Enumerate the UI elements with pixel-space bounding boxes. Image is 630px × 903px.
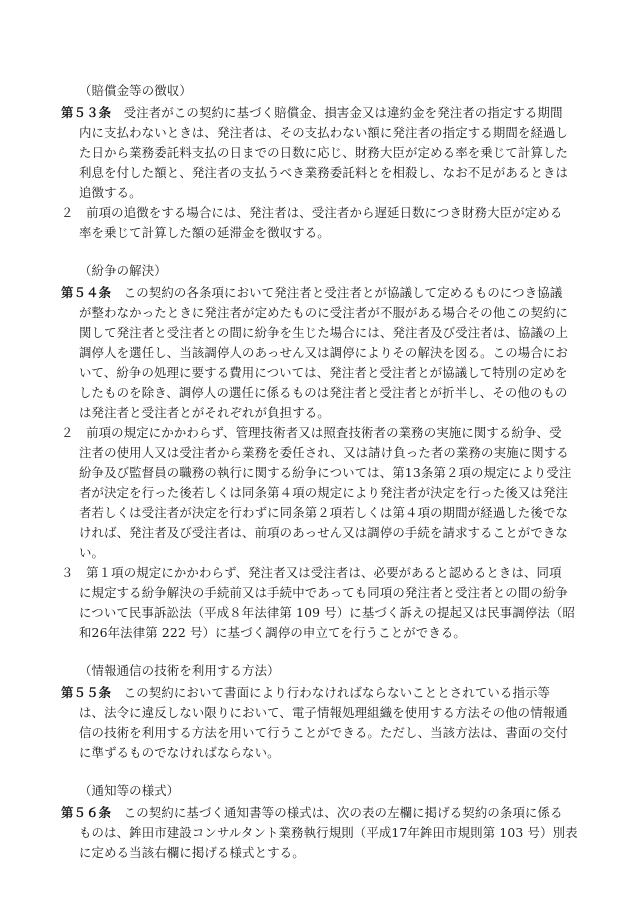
article-line: したものを除き、調停人の選任に係るものは発注者と受注者とが折半し、その他のもの	[79, 385, 568, 400]
section-heading: （通知等の様式）	[79, 783, 180, 798]
article-line: 追徴する。	[79, 185, 142, 200]
article-line: に準ずるものでなければならない。	[79, 745, 280, 760]
article-line: この契約に基づく通知書等の様式は、次の表の左欄に掲げる契約の条項に係る	[111, 805, 563, 820]
article-line: 信の技術を利用する方法を用いて行うことができる。ただし、当該方法は、書面の交付	[79, 725, 569, 740]
article-paragraph	[61, 205, 562, 220]
article-line: 利息を付した額と、発注者の支払うべき業務委託料とを相殺し、なお不足があるときは	[79, 165, 569, 180]
article-line: この契約の各条項において発注者と受注者とが協議して定めるものにつき協議	[111, 285, 563, 300]
article-line: 受注者がこの契約に基づく賠償金、損害金又は違約金を発注者の指定する期間	[111, 105, 563, 120]
section-heading: （情報通信の技術を利用する方法）	[79, 663, 280, 678]
article-line: 率を乗じて計算した額の延滞金を徴収する。	[79, 225, 330, 240]
article-number: 第５４条	[61, 285, 112, 300]
article-line: に定める当該右欄に掲げる様式とする。	[79, 845, 305, 860]
article-line: た日から業務委託料支払の日までの日数に応じ、財務大臣が定める率を乗じて計算した	[79, 145, 569, 160]
section-heading: （紛争の解決）	[79, 263, 167, 278]
paragraph-number: ２	[61, 425, 74, 440]
article-line: ければ、発注者及び受注者は、前項のあっせん又は調停の手続を請求することができな	[79, 525, 568, 540]
article-line: 前項の追徴をする場合には、発注者は、受注者から遅延日数につき財務大臣が定める	[73, 205, 563, 220]
paragraph-number: ２	[61, 205, 74, 220]
article-paragraph	[61, 105, 563, 120]
article-line: 注者の使用人又は受注者から業務を委任され、又は請け負った者の業務の実施に関する	[79, 445, 569, 460]
article-number: 第５５条	[61, 685, 112, 700]
article-line: 者が決定を行った後若しくは同条第４項の規定により発注者が決定を行った後又は発注	[79, 485, 569, 500]
article-line: 調停人を選任し、当該調停人のあっせん又は調停によりその解決を図る。この場合にお	[79, 345, 568, 360]
article-number: 第５６条	[61, 805, 112, 820]
article-line: は、法令に違反しない限りにおいて、電子情報処理組織を使用する方法その他の情報通	[79, 705, 568, 720]
article-line: い。	[79, 545, 105, 560]
article-line: いて、紛争の処理に要する費用については、発注者と受注者とが協議して特別の定めを	[79, 365, 568, 380]
section-heading: （賠償金等の徴収）	[79, 83, 192, 98]
article-paragraph	[61, 565, 562, 580]
article-paragraph	[61, 685, 550, 700]
article-paragraph	[61, 805, 563, 820]
article-number: 第５３条	[61, 105, 112, 120]
article-paragraph	[61, 425, 562, 440]
article-line: 者若しくは受注者が決定を行わずに同条第２項若しくは第４項の期間が経過した後でな	[79, 505, 569, 520]
article-line: 内に支払わないときは、発注者は、その支払わない額に発注者の指定する期間を経過し	[79, 125, 569, 140]
article-line: 関して発注者と受注者との間に紛争を生じた場合には、発注者及び受注者は、協議の上	[79, 325, 569, 340]
article-line: この契約において書面により行わなければならないこととされている指示等	[111, 685, 551, 700]
article-line: に規定する紛争解決の手続前又は手続中であっても同項の発注者と受注者との間の紛争	[79, 585, 568, 600]
article-line: が整わなかったときに発注者が定めたものに受注者が不服がある場合その他この契約に	[79, 305, 569, 320]
article-line: 前項の規定にかかわらず、管理技術者又は照査技術者の業務の実施に関する紛争、受	[73, 425, 562, 440]
article-paragraph	[61, 285, 562, 300]
article-line: 第１項の規定にかかわらず、発注者又は受注者は、必要があると認めるときは、同項	[73, 565, 562, 580]
article-line: 和26年法律第 222 号）に基づく調停の申立てを行うことができる。	[79, 625, 466, 640]
article-line: は発注者と受注者とがそれぞれが負担する。	[79, 405, 330, 420]
article-line: ものは、鉾田市建設コンサルタント業務執行規則（平成17年鉾田市規則第 103 号）別表	[79, 825, 578, 840]
article-line: について民事訴訟法（平成８年法律第 109 号）に基づく訴えの提起又は民事調停法（昭	[79, 605, 576, 620]
article-line: 紛争及び監督員の職務の執行に関する紛争については、第13条第２項の規定により受注	[79, 465, 572, 480]
paragraph-number: ３	[61, 565, 74, 580]
